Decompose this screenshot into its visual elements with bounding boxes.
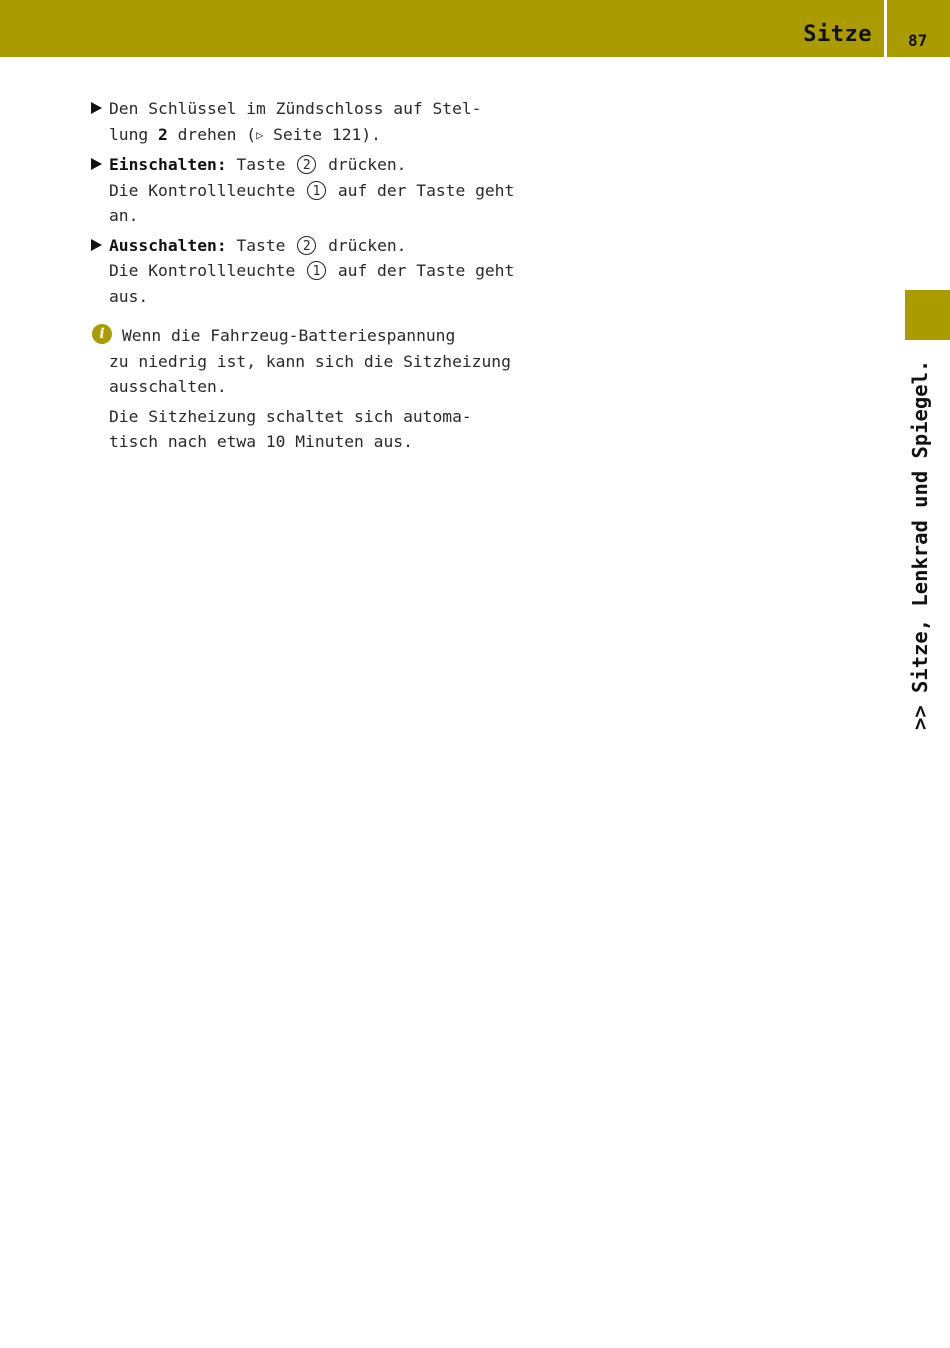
text-span: drücken. — [318, 155, 407, 174]
chapter-side-label: >> Sitze, Lenkrad und Spiegel. — [908, 359, 932, 730]
step-text: Den Schlüssel im Zündschloss auf Stel- — [109, 99, 482, 118]
main-content — [91, 96, 515, 459]
text-span: auf der Taste geht — [328, 261, 515, 280]
callout-number: 2 — [297, 236, 316, 255]
info-text: Die Sitzheizung schaltet sich automa- — [109, 406, 472, 426]
info-text: zu niedrig ist, kann sich die Sitzheizung — [109, 351, 511, 371]
instruction-step — [91, 152, 515, 229]
info-paragraph — [109, 404, 491, 455]
callout-number: 1 — [307, 261, 326, 280]
key-position-number: 2 — [158, 124, 168, 144]
info-text: Wenn die Fahrzeug-Batteriespannung — [122, 326, 456, 345]
info-text: ausschalten. — [109, 377, 227, 396]
instruction-step — [91, 233, 515, 310]
step-arrow-icon — [91, 158, 102, 170]
text-span: drücken. — [318, 235, 407, 255]
instruction-step — [91, 96, 491, 148]
step-text — [109, 122, 491, 149]
step-text: aus. — [109, 286, 149, 306]
text-span: lung — [109, 124, 159, 144]
step-text — [109, 152, 491, 178]
step-text — [109, 258, 515, 284]
page-number: 87 — [908, 31, 928, 50]
step-text — [109, 178, 515, 204]
info-paragraph — [109, 323, 511, 400]
text-span: auf der Taste geht — [328, 180, 515, 200]
text-span: Taste — [226, 235, 296, 255]
section-title: Sitze — [803, 22, 872, 47]
chapter-tab-marker — [905, 290, 950, 340]
callout-number: 1 — [307, 181, 326, 200]
text-span: Die Kontrollleuchte — [109, 261, 306, 280]
step-text — [109, 233, 491, 259]
step-arrow-icon — [91, 102, 102, 114]
info-text: tisch nach etwa 10 Minuten aus. — [109, 432, 413, 451]
text-span: Taste — [226, 155, 296, 174]
callout-number: 2 — [297, 155, 316, 174]
page-reference-arrow-icon: ▷ — [256, 127, 264, 142]
text-span: drehen ( — [167, 124, 257, 144]
info-note — [91, 323, 511, 455]
step-text: an. — [109, 206, 139, 225]
info-icon: i — [92, 324, 112, 344]
text-span: Die Kontrollleuchte — [109, 180, 306, 200]
step-label: Ausschalten: — [109, 235, 227, 255]
page-reference-link[interactable]: Seite 121). — [263, 124, 381, 144]
header-divider — [884, 0, 887, 57]
step-arrow-icon — [91, 239, 102, 251]
step-label: Einschalten: — [109, 155, 227, 174]
